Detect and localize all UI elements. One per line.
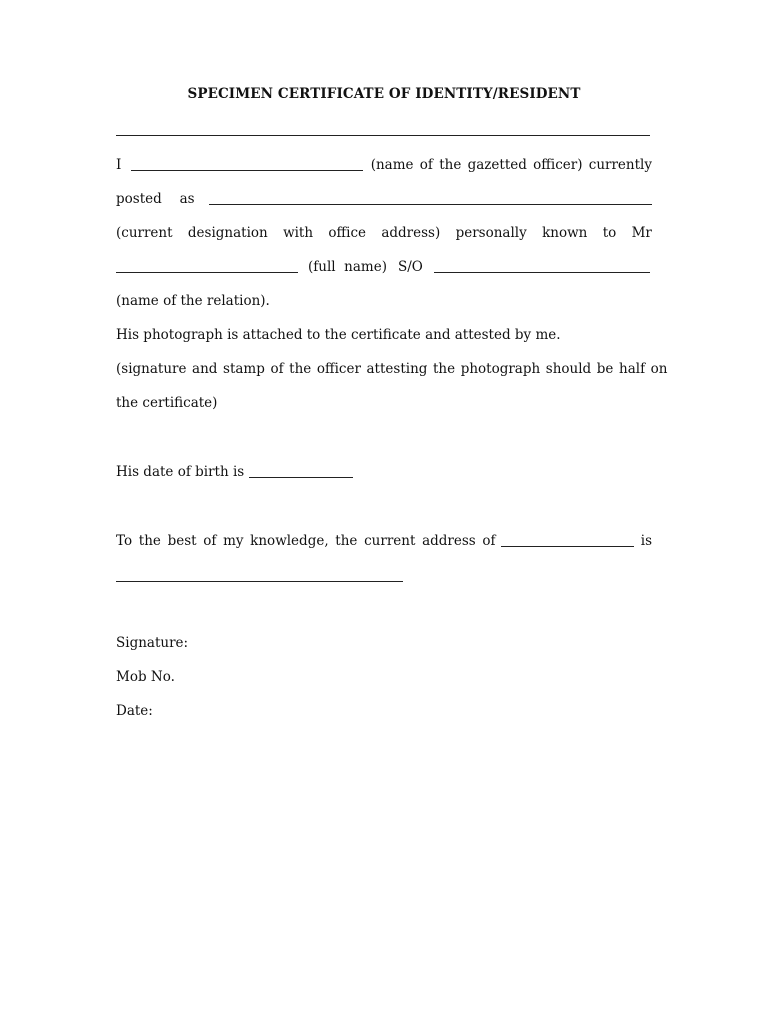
address-is: is bbox=[640, 533, 652, 549]
designation-caption-line bbox=[116, 223, 652, 243]
photograph-statement: His photograph is attached to the certificate and attested by me. bbox=[116, 327, 561, 343]
word-2: designation bbox=[187, 225, 268, 241]
word-9: Mr bbox=[631, 225, 652, 241]
dob-label: His date of birth is bbox=[116, 464, 245, 480]
text-i: I bbox=[116, 157, 122, 173]
officer-name-caption: (name of the gazetted officer) currently bbox=[370, 157, 652, 173]
photograph-line bbox=[116, 325, 652, 345]
date-label: Date: bbox=[116, 703, 153, 719]
son-of-label: S/O bbox=[397, 259, 423, 275]
officer-name-blank[interactable] bbox=[131, 169, 363, 171]
signature-note: (signature and stamp of the officer attesting the photograph should be half on bbox=[116, 361, 668, 377]
word-3: with bbox=[283, 225, 314, 241]
address-line bbox=[116, 531, 652, 551]
designation-blank[interactable] bbox=[209, 203, 653, 205]
signature-label: Signature: bbox=[116, 635, 189, 651]
signature-note-end: the certificate) bbox=[116, 395, 218, 411]
dob-blank[interactable] bbox=[249, 476, 353, 478]
full-name-caption: (full name) bbox=[308, 259, 387, 275]
mobile-line bbox=[116, 667, 652, 687]
page-title: SPECIMEN CERTIFICATE OF IDENTITY/RESIDENT bbox=[187, 86, 581, 102]
word-7: known bbox=[542, 225, 588, 241]
word-5: address) bbox=[381, 225, 441, 241]
officer-name-line bbox=[116, 155, 652, 175]
word-8: to bbox=[602, 225, 617, 241]
address-person-blank[interactable] bbox=[501, 545, 633, 547]
relation-caption: (name of the relation). bbox=[116, 293, 270, 309]
text-as: as bbox=[179, 191, 195, 207]
signature-line bbox=[116, 633, 652, 653]
full-name-line bbox=[116, 257, 652, 277]
date-line bbox=[116, 701, 652, 721]
address-blank[interactable] bbox=[116, 581, 403, 582]
address-label: To the best of my knowledge, the current address of bbox=[116, 533, 496, 549]
mobile-label: Mob No. bbox=[116, 669, 175, 685]
signature-note-line bbox=[116, 359, 668, 379]
text-posted: posted bbox=[116, 191, 162, 207]
relation-caption-line bbox=[116, 291, 652, 311]
full-name-blank[interactable] bbox=[116, 271, 298, 273]
word-4: office bbox=[328, 225, 366, 241]
word-6: personally bbox=[455, 225, 527, 241]
dob-line bbox=[116, 462, 652, 482]
signature-note-line-2 bbox=[116, 393, 652, 413]
header-divider bbox=[116, 135, 650, 136]
posted-as-line bbox=[116, 189, 652, 209]
word-1: (current bbox=[116, 225, 173, 241]
relation-name-blank[interactable] bbox=[434, 271, 650, 273]
